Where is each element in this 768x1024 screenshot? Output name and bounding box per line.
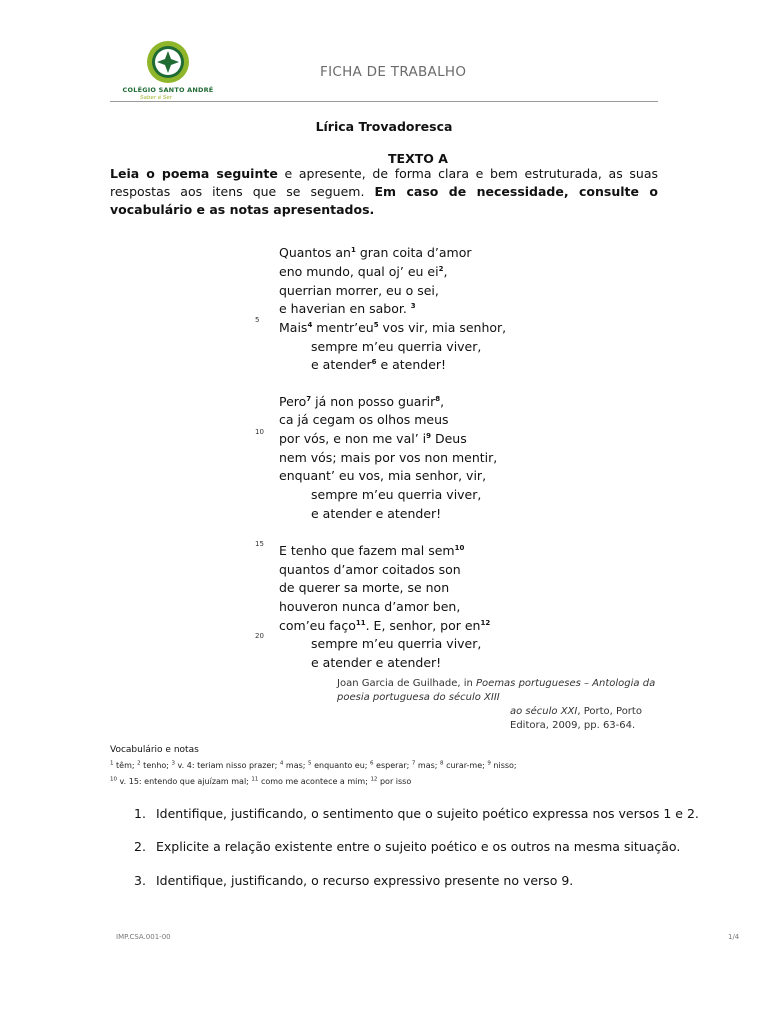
poem-verse — [311, 636, 481, 651]
question-number: 2. — [134, 839, 146, 854]
poem-verse — [279, 618, 490, 633]
vocab-note-number: 11 — [251, 776, 259, 783]
verse-text: Pero — [279, 394, 307, 409]
header-divider — [110, 101, 658, 102]
verse-text: sempre m’eu querria viver, — [311, 636, 482, 651]
section-title: TEXTO A — [388, 151, 448, 166]
verse-text: por vós, e non me val’ i — [279, 431, 427, 446]
verse-text: querrian morrer, eu o sei, — [279, 283, 439, 298]
verse-text: de querer sa morte, se non — [279, 580, 450, 595]
poem-verse — [311, 357, 446, 372]
verse-line-number: 15 — [255, 540, 264, 548]
verse-text: Quantos an — [279, 245, 351, 260]
vocab-note-number: 1 — [110, 760, 114, 767]
verse-text: quantos d’amor coitados son — [279, 562, 461, 577]
verse-text: com’eu faço — [279, 618, 356, 633]
vocab-note-text: por isso — [377, 777, 412, 786]
poem-verse — [279, 450, 497, 465]
vocab-note-number: 12 — [370, 776, 378, 783]
document-title: Lírica Trovadoresca — [315, 119, 453, 134]
vocab-note-text: tenho; — [140, 761, 172, 770]
footnote-marker: 6 — [371, 357, 377, 366]
poem-verse — [279, 468, 486, 483]
poem-verse — [279, 412, 449, 427]
verse-text: já non posso guarir — [311, 394, 436, 409]
verse-text: Mais — [279, 320, 308, 335]
footnote-marker: 5 — [373, 320, 379, 329]
verse-text: enquant’ eu vos, mia senhor, vir, — [279, 468, 487, 483]
vocab-note-number: 8 — [440, 760, 444, 767]
verse-line-number: 5 — [255, 316, 260, 324]
vocab-note-text: mas; — [415, 761, 441, 770]
vocab-note-number: 7 — [411, 760, 416, 767]
credit-publisher: , Porto, Porto Editora, 2009, pp. 63-64. — [510, 706, 642, 731]
poem-credit-continued — [510, 705, 660, 733]
vocab-note-text: como me acontece a mim; — [258, 777, 371, 786]
vocab-note-text: nisso; — [490, 761, 517, 770]
verse-text: e atender — [311, 357, 372, 372]
poem-verse — [279, 543, 464, 558]
verse-text: , — [440, 394, 445, 409]
footnote-marker: 2 — [438, 264, 444, 273]
poem-verse — [279, 264, 447, 279]
poem-verse — [311, 339, 481, 354]
vocab-note-number: 2 — [137, 760, 141, 767]
vocab-note-text: v. 4: teriam nisso prazer; — [175, 761, 280, 770]
credit-work-2: ao século XXI — [510, 706, 578, 717]
instructions-bold-2: Em caso de necessidade, consulte o vocabulário e as notas apresentados. — [110, 184, 659, 217]
vocabulary-line-1 — [110, 761, 517, 770]
vocab-note-number: 5 — [308, 760, 312, 767]
instructions-text: e apresente, de forma clara e bem estruturada, as suas respostas aos itens que se seguem. — [110, 166, 659, 199]
verse-text: sempre m’eu querria viver, — [311, 487, 482, 502]
footnote-marker: 8 — [435, 394, 441, 403]
question-text: Identifique, justificando, o recurso expressivo presente no verso 9. — [156, 873, 574, 888]
verse-line-number: 10 — [255, 428, 264, 436]
verse-text: ca já cegam os olhos meus — [279, 412, 449, 427]
verse-text: e haverian en sabor. — [279, 301, 411, 316]
verse-text: houveron nunca d’amor ben, — [279, 599, 461, 614]
vocab-note-number: 10 — [110, 776, 117, 783]
verse-text: E tenho que fazem mal sem — [279, 543, 455, 558]
vocabulary-line-2 — [110, 777, 411, 786]
question-number: 1. — [134, 806, 146, 821]
verse-text: nem vós; mais por vos non mentir, — [279, 450, 498, 465]
vocab-note-number: 3 — [171, 760, 176, 767]
verse-line-number: 20 — [255, 632, 264, 640]
credit-work: Poemas portugueses – Antologia da poesia portuguesa do século XIII — [337, 678, 656, 703]
school-logo — [112, 40, 224, 102]
verse-text: e atender e atender! — [311, 655, 442, 670]
verse-text: vos vir, mia senhor, — [378, 320, 507, 335]
question-number: 3. — [134, 873, 146, 888]
vocab-note-text: têm; — [113, 761, 138, 770]
question-item — [134, 839, 680, 854]
verse-text: mentr’eu — [312, 320, 374, 335]
verse-text: sempre m’eu querria viver, — [311, 339, 482, 354]
vocab-note-text: mas; — [283, 761, 309, 770]
footnote-marker: 1 — [350, 245, 356, 254]
question-text: Explicite a relação existente entre o sujeito poético e os outros na mesma situação. — [156, 839, 681, 854]
verse-text: , — [443, 264, 448, 279]
sheet-title: FICHA DE TRABALHO — [320, 64, 467, 80]
vocab-note-text: curar-me; — [443, 761, 488, 770]
vocab-note-text: v. 15: entendo que ajuízam mal; — [117, 777, 252, 786]
footnote-marker: 10 — [454, 543, 465, 552]
question-item — [134, 873, 573, 888]
school-motto: Saber é Ser — [140, 95, 173, 101]
logo-emblem-icon — [112, 40, 224, 86]
poem-verse — [311, 487, 481, 502]
poem-verse — [279, 320, 506, 335]
footer-page-number: 1/4 — [728, 933, 740, 941]
footnote-marker: 11 — [355, 618, 366, 627]
vocab-note-number: 4 — [279, 760, 284, 767]
footnote-marker: 12 — [480, 618, 491, 627]
verse-text: e atender e atender! — [311, 506, 442, 521]
verse-text: e atender! — [376, 357, 447, 372]
poem-verse — [279, 431, 467, 446]
question-text: Identifique, justificando, o sentimento que o sujeito poético expressa nos versos 1 e 2. — [156, 806, 699, 821]
poem-credit — [337, 677, 657, 705]
footnote-marker: 7 — [306, 394, 312, 403]
verse-text: Deus — [431, 431, 467, 446]
credit-author: Joan Garcia de Guilhade, in — [337, 678, 477, 689]
poem-verse — [279, 283, 439, 298]
vocab-note-text: esperar; — [373, 761, 412, 770]
footer-code: IMP.CSA.001-00 — [116, 933, 171, 941]
instructions-bold-1: Leia o poema seguinte — [110, 166, 278, 181]
verse-text: gran coita d’amor — [355, 245, 472, 260]
footnote-marker: 9 — [426, 431, 431, 440]
vocab-note-text: enquanto eu; — [311, 761, 371, 770]
verse-text: eno mundo, qual oj’ eu ei — [279, 264, 439, 279]
poem-verse — [279, 394, 444, 409]
vocab-note-number: 6 — [370, 760, 374, 767]
poem-verse — [279, 562, 461, 577]
poem-verse — [279, 245, 472, 260]
question-item — [134, 806, 699, 821]
footnote-marker: 3 — [410, 301, 416, 310]
poem-verse — [279, 599, 460, 614]
school-name: COLÉGIO SANTO ANDRÉ — [122, 86, 214, 94]
poem-verse — [311, 506, 441, 521]
instructions-paragraph — [110, 165, 658, 219]
footnote-marker: 4 — [307, 320, 313, 329]
verse-text: . E, senhor, por en — [365, 618, 481, 633]
vocab-note-number: 9 — [487, 760, 491, 767]
poem-verse — [279, 580, 449, 595]
vocabulary-title: Vocabulário e notas — [110, 745, 199, 755]
poem-verse — [311, 655, 441, 670]
poem-verse — [279, 301, 416, 316]
